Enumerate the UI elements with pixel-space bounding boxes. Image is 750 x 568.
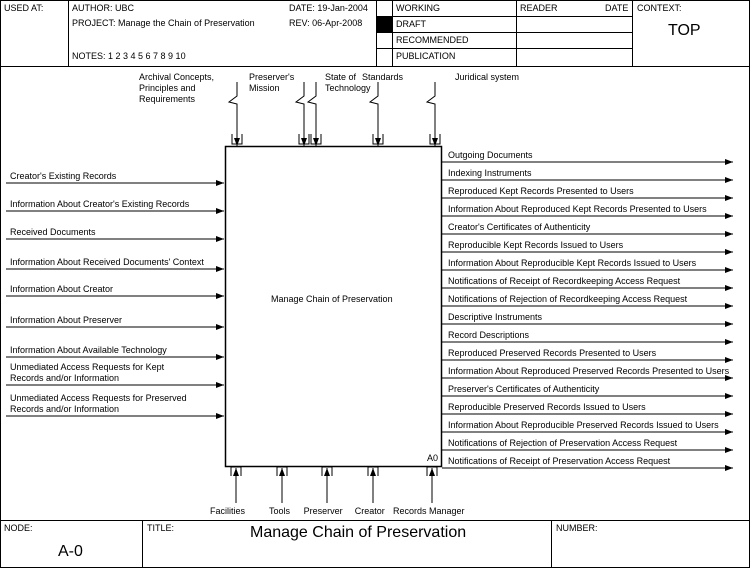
control-label: State of Technology [325,72,371,93]
output-label: Reproducible Preserved Records Issued to Users [448,402,646,412]
output-label: Descriptive Instruments [448,312,543,322]
diagram-title: Manage Chain of Preservation [250,524,467,541]
project-field: PROJECT: Manage the Chain of Preservation [72,18,255,28]
output-label: Information About Reproducible Preserved Records Issued to Users [448,420,719,430]
input-label: Creator's Existing Records [10,171,117,181]
context-label: CONTEXT: [637,3,682,13]
used-at-label: USED AT: [4,3,44,13]
activity-node-id: A0 [427,453,439,463]
rev-field: REV: 06-Apr-2008 [289,18,363,28]
output-label: Notifications of Rejection of Recordkeeping Access Request [448,294,688,304]
status-draft: DRAFT [396,19,426,29]
author-field: AUTHOR: UBC [72,3,135,13]
input-label: Information About Creator [10,284,114,294]
activity-box [226,147,442,467]
output-label: Reproducible Kept Records Issued to Users [448,240,624,250]
output-label: Preserver's Certificates of Authenticity [448,384,600,394]
context-value: TOP [668,22,701,39]
input-label: Information About Preserver [10,315,123,325]
output-label: Information About Reproducible Kept Records Issued to Users [448,258,697,268]
mechanism-label: Tools [269,506,291,516]
control-label: Preserver's Mission [249,72,295,93]
mechanism-label: Records Manager [393,506,465,516]
mechanism-label: Preserver [303,506,343,516]
control-label: Archival Concepts, Principles and Requirements [139,72,215,104]
control-squiggle [229,82,237,138]
number-label: NUMBER: [556,523,598,533]
control-label: Standards [362,72,404,82]
input-label: Received Documents [10,227,96,237]
notes-field: NOTES: 1 2 3 4 5 6 7 8 9 10 [72,51,186,61]
mechanism-label: Facilities [210,506,246,516]
status-recommended: RECOMMENDED [396,35,469,45]
output-label: Outgoing Documents [448,150,533,160]
mechanism-label: Creator [354,506,385,516]
control-label: Juridical system [455,72,520,82]
input-label: Unmediated Access Requests for Kept Records and/or Information [10,362,165,383]
draft-status-marker [377,17,392,32]
input-label: Information About Received Documents' Context [10,257,204,267]
node-value: A-0 [58,543,83,560]
output-label: Notifications of Receipt of Preservation Access Request [448,456,671,466]
output-label: Notifications of Rejection of Preservation Access Request [448,438,678,448]
control-squiggle [296,82,304,138]
title-label: TITLE: [147,523,175,533]
date-field: DATE: 19-Jan-2004 [289,3,368,13]
output-label: Creator's Certificates of Authenticity [448,222,591,232]
input-label: Information About Available Technology [10,345,167,355]
output-label: Information About Reproduced Kept Records Presented to Users [448,204,707,214]
control-squiggle [308,82,316,138]
activity-name: Manage Chain of Preservation [271,294,393,304]
reader-date-label: DATE [605,3,629,13]
input-label: Information About Creator's Existing Records [10,199,190,209]
output-label: Record Descriptions [448,330,530,340]
output-label: Indexing Instruments [448,168,532,178]
output-label: Notifications of Receipt of Recordkeeping Access Request [448,276,681,286]
reader-label: READER [520,3,558,13]
status-publication: PUBLICATION [396,51,456,61]
output-label: Reproduced Kept Records Presented to Users [448,186,634,196]
control-squiggle [427,82,435,138]
status-working: WORKING [396,3,440,13]
control-squiggle [370,82,378,138]
input-label: Unmediated Access Requests for Preserved Records and/or Information [10,393,187,414]
output-label: Information About Reproduced Preserved Records Presented to Users [448,366,730,376]
node-label: NODE: [4,523,33,533]
output-label: Reproduced Preserved Records Presented to Users [448,348,657,358]
